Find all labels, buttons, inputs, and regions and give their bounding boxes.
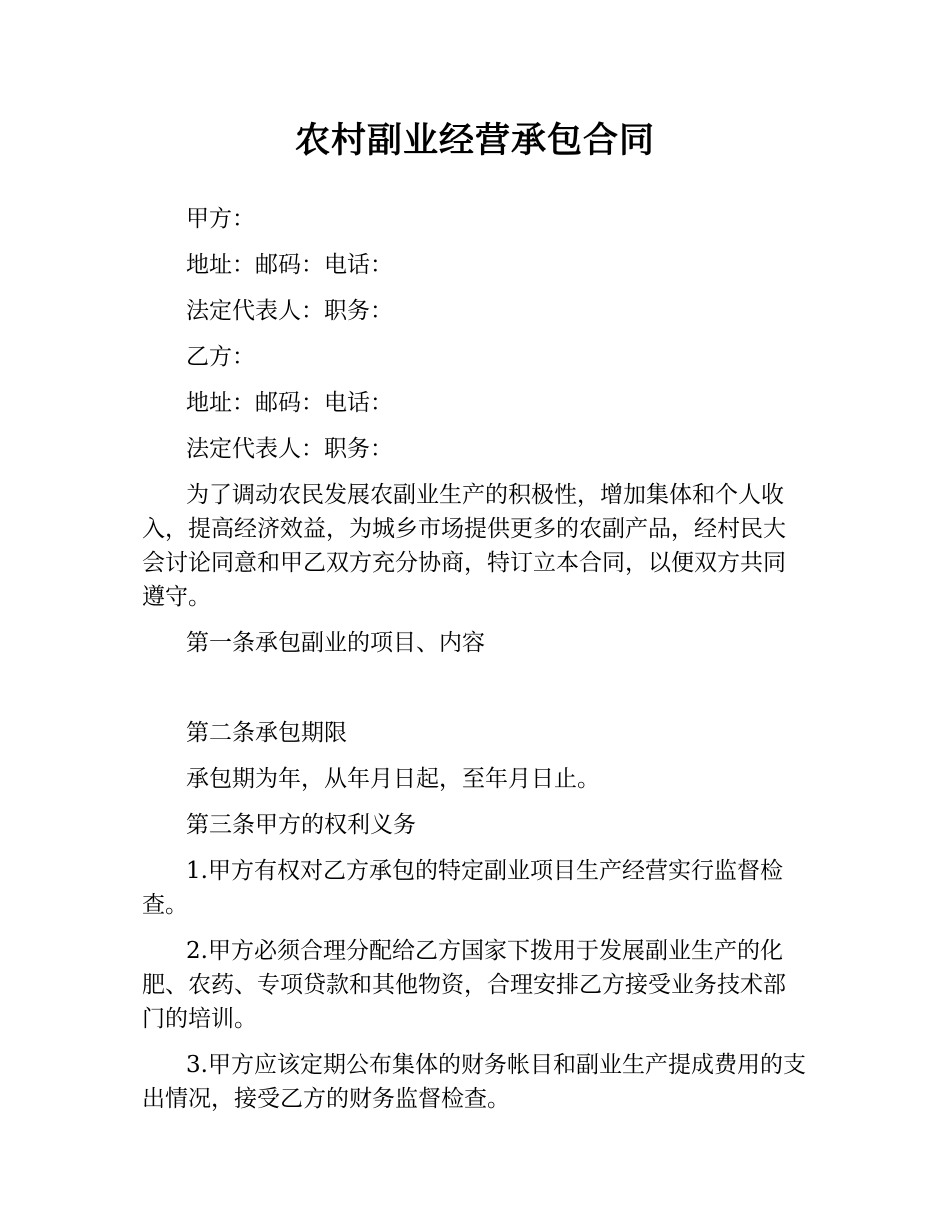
party-b-address-line: 地址：邮码：电话：	[186, 390, 393, 416]
document-title: 农村副业经营承包合同	[294, 121, 655, 161]
party-b-line: 乙方：	[186, 344, 255, 370]
preamble-paragraph: 为了调动农民发展农副业生产的积极性，增加集体和个人收入，提高经济效益，为城乡市场提供更多的农副产品，经村民大会讨论同意和甲乙双方充分协商，特订立本合同，以便双方共同遵守。	[142, 482, 786, 610]
party-a-address-line: 地址：邮码：电话：	[186, 252, 393, 278]
party-a-line: 甲方：	[186, 206, 255, 232]
article-1-heading: 第一条承包副业的项目、内容	[186, 630, 485, 656]
article-3-item-1: 1.甲方有权对乙方承包的特定副业项目生产经营实行监督检查。	[142, 858, 783, 918]
article-3-heading: 第三条甲方的权利义务	[186, 812, 416, 838]
blank-space	[142, 672, 808, 716]
article-3-item-3: 3.甲方应该定期公布集体的财务帐目和副业生产提成费用的支出情况，接受乙方的财务监督检查。	[142, 1052, 806, 1112]
article-3-item-2: 2.甲方必须合理分配给乙方国家下拨用于发展副业生产的化肥、农药、专项贷款和其他物资，合理安排乙方接受业务技术部门的培训。	[142, 938, 786, 1032]
document-body	[142, 202, 808, 1128]
article-2-heading: 第二条承包期限	[186, 720, 347, 746]
party-b-representative-line: 法定代表人：职务：	[186, 436, 393, 462]
party-a-representative-line: 法定代表人：职务：	[186, 298, 393, 324]
contract-term-paragraph: 承包期为年，从年月日起，至年月日止。	[186, 766, 600, 792]
